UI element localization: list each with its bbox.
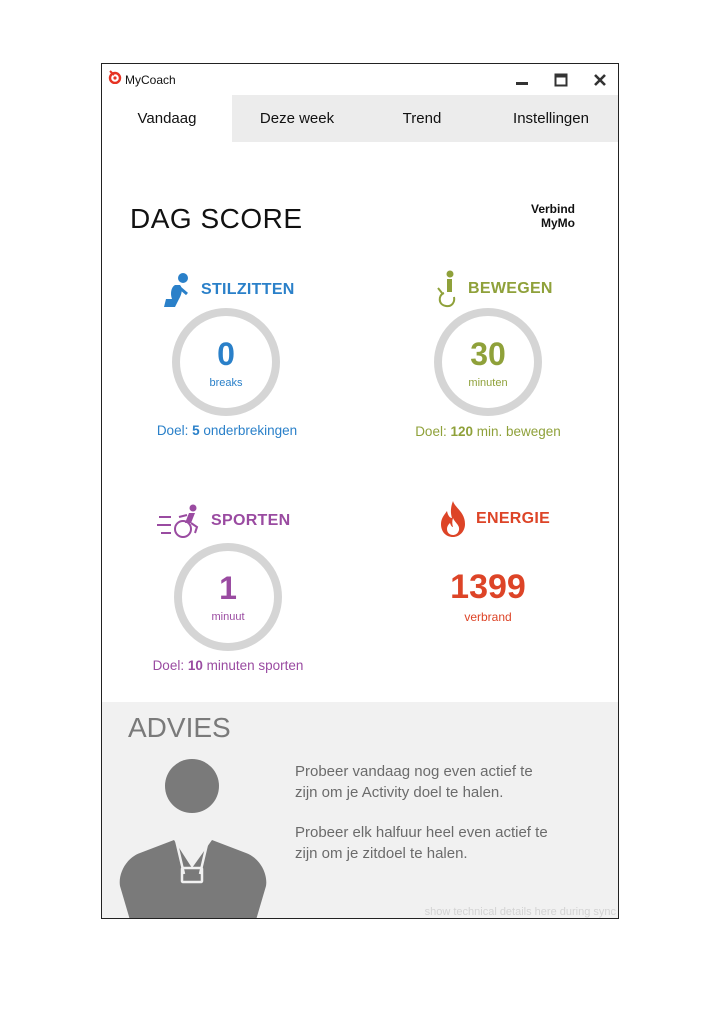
page-title: DAG SCORE [130,203,303,234]
stilzitten-value: 0 [217,336,235,372]
advice-2-line-1: Probeer elk halfuur heel even actief te [295,824,548,841]
bewegen-title: BEWEGEN [468,280,553,297]
advice-title: ADVIES [128,712,231,743]
stilzitten-header [163,272,295,308]
bewegen-goal-number: 120 [450,424,473,439]
flame-icon [438,500,468,538]
advice-2-line-2: zijn om je zitdoel te halen. [295,845,468,862]
bewegen-header [436,270,553,308]
connect-label-line2: MyMo [541,216,575,230]
energie-unit: verbrand [464,610,512,624]
bewegen-goal-prefix: Doel: [415,424,451,439]
stilzitten-goal [122,423,332,438]
bewegen-goal-suffix: min. bewegen [473,424,561,439]
minimize-button[interactable] [512,70,532,90]
bewegen-value: 30 [470,336,506,372]
advice-message-2 [295,822,595,864]
stilzitten-unit: breaks [209,377,243,389]
sporten-goal-suffix: minuten sporten [202,658,304,673]
bewegen-goal [388,424,588,439]
tab-vandaag[interactable]: Vandaag [102,95,232,142]
minimize-icon [515,73,529,87]
sporten-value: 1 [219,570,237,606]
app-title: MyCoach [125,73,176,87]
close-icon [593,73,607,87]
coach-person-icon [118,756,270,919]
maximize-icon [554,73,568,87]
close-button[interactable] [590,70,610,90]
connect-mymo-button[interactable] [531,202,575,230]
advice-1-line-2: zijn om je Activity doel te halen. [295,784,504,801]
stilzitten-goal-suffix: onderbrekingen [199,423,298,438]
cycling-person-icon [157,503,203,539]
tab-instellingen[interactable]: Instellingen [513,110,589,127]
walking-person-icon [436,270,460,308]
sporten-goal [128,658,328,673]
connect-label-line1: Verbind [530,202,575,216]
sporten-unit: minuut [211,611,245,623]
advice-panel [102,702,618,919]
sporten-header [157,503,290,539]
title-bar [102,64,618,95]
mycoach-logo-icon [108,70,122,84]
tab-trend[interactable]: Trend [402,110,442,127]
app-window [101,63,619,919]
advice-message-1 [295,761,595,803]
sporten-goal-prefix: Doel: [152,658,188,673]
advice-1-line-1: Probeer vandaag nog even actief te [295,763,533,780]
stilzitten-goal-prefix: Doel: [156,423,193,438]
tab-bar [102,95,618,142]
bewegen-unit: minuten [468,377,508,389]
sporten-title: SPORTEN [211,512,291,529]
energie-header [438,500,550,538]
stilzitten-goal-number: 5 [192,423,200,438]
energie-title: ENERGIE [476,510,551,527]
sporten-goal-number: 10 [187,658,203,673]
energie-value: 1399 [450,568,526,606]
technical-details-note: show technical details here during sync [424,906,616,918]
tab-deze-week[interactable]: Deze week [259,110,335,127]
sitting-person-icon [163,272,193,308]
maximize-button[interactable] [551,70,571,90]
stilzitten-title: STILZITTEN [201,281,295,298]
